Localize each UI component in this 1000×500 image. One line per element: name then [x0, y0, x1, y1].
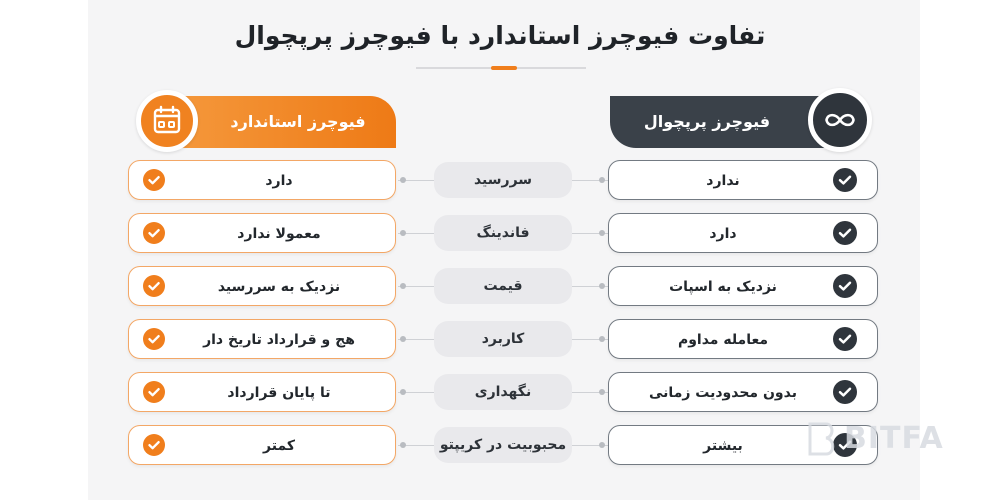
criterion-use-case: کاربرد	[434, 321, 572, 357]
infinity-icon	[808, 88, 872, 152]
check-circle-icon	[833, 168, 857, 192]
standard-cell-text: نزدیک به سررسید	[217, 279, 341, 295]
connector-dot	[599, 442, 605, 448]
connector-dot	[400, 283, 406, 289]
standard-cell-text: دارد	[265, 173, 293, 189]
standard-cell-funding	[128, 213, 396, 253]
calendar-icon	[136, 90, 198, 152]
perpetual-futures-header-label: فیوچرز پرپچوال	[643, 112, 771, 131]
criterion-popularity: محبوبیت در کریپتو	[434, 427, 572, 463]
criterion-maturity: سررسید	[434, 162, 572, 198]
standard-cell-use-case	[128, 319, 396, 359]
standard-cell-text: کمتر	[263, 438, 295, 454]
perpetual-cell-text: نزدیک به اسپات	[669, 279, 777, 295]
bitfa-watermark	[800, 414, 980, 464]
standard-cell-text: تا پایان قرارداد	[227, 385, 331, 401]
standard-cell-price	[128, 266, 396, 306]
standard-cell-holding	[128, 372, 396, 412]
bitfa-logo-icon	[804, 420, 840, 458]
connector-dot	[400, 230, 406, 236]
perpetual-cell-text: بدون محدودیت زمانی	[649, 385, 797, 401]
perpetual-cell-text: بیشتر	[703, 438, 743, 454]
connector-dot	[400, 336, 406, 342]
check-circle-icon	[143, 169, 165, 191]
standard-cell-text: هج و قرارداد تاریخ دار	[203, 332, 355, 348]
check-circle-icon	[143, 328, 165, 350]
check-circle-icon	[833, 380, 857, 404]
check-circle-icon	[143, 222, 165, 244]
criterion-holding: نگهداری	[434, 374, 572, 410]
connector-dot	[400, 442, 406, 448]
connector-dot	[400, 389, 406, 395]
standard-cell-text: معمولا ندارد	[237, 226, 321, 242]
connector-dot	[400, 177, 406, 183]
connector-dot	[599, 230, 605, 236]
standard-cell-maturity	[128, 160, 396, 200]
check-circle-icon	[143, 275, 165, 297]
criterion-price: قیمت	[434, 268, 572, 304]
connector-dot	[599, 177, 605, 183]
perpetual-cell-text: دارد	[709, 226, 737, 242]
perpetual-cell-text: ندارد	[706, 173, 740, 189]
standard-futures-header-label: فیوچرز استاندارد	[230, 112, 366, 131]
check-circle-icon	[143, 434, 165, 456]
check-circle-icon	[833, 221, 857, 245]
connector-dot	[599, 283, 605, 289]
bitfa-watermark-text: BITFA	[844, 421, 944, 456]
page-title: تفاوت فیوچرز استاندارد با فیوچرز پرپچوال	[234, 21, 766, 50]
title-divider-accent	[491, 66, 517, 70]
check-circle-icon	[833, 274, 857, 298]
check-circle-icon	[143, 381, 165, 403]
criterion-funding: فاندینگ	[434, 215, 572, 251]
check-circle-icon	[833, 327, 857, 351]
perpetual-cell-text: معامله مداوم	[677, 332, 769, 348]
connector-dot	[599, 336, 605, 342]
standard-cell-popularity	[128, 425, 396, 465]
connector-dot	[599, 389, 605, 395]
